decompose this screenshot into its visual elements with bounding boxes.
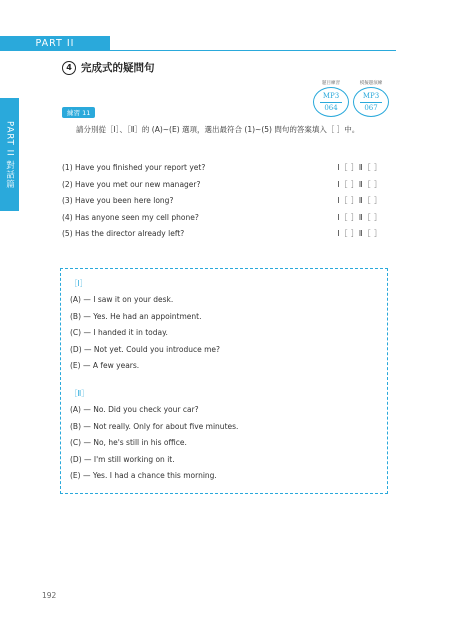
side-tab — [0, 98, 19, 211]
exercise-instructions: 請分別從［Ⅰ］、［Ⅱ］的 (A)~(E) 選項，選出最符合 (1)~(5) 問句的答案填入［ ］中。 — [76, 125, 360, 134]
question-text: (1) Have you finished your report yet? — [62, 163, 206, 172]
answer-blanks[interactable]: Ⅰ［ ］Ⅱ［ ］ — [337, 196, 382, 206]
option-item: (D) — Not yet. Could you introduce me? — [70, 344, 220, 354]
mp3-text: MP3 — [322, 92, 340, 101]
option-item: (A) — No. Did you check your car? — [70, 405, 199, 414]
option-group-title: ［Ⅱ］ — [70, 389, 89, 398]
question-text: (4) Has anyone seen my cell phone? — [62, 212, 199, 222]
option-item: (B) — Yes. He had an appointment. — [70, 311, 202, 321]
option-item: (D) — I'm still working on it. — [70, 454, 175, 464]
track-number: 067 — [364, 103, 378, 112]
question-text: (2) Have you met our new manager? — [62, 179, 201, 189]
option-group-2 — [70, 388, 238, 485]
audio-badge-label: 題目練習 — [322, 81, 340, 86]
header-rule — [110, 50, 396, 51]
answer-blanks[interactable]: Ⅰ［ ］Ⅱ［ ］ — [337, 229, 382, 239]
option-item: (C) — I handed it in today. — [70, 328, 168, 338]
page-number: 192 — [42, 591, 57, 600]
option-item: (C) — No, he's still in his office. — [70, 438, 187, 448]
exercise-label: 練習 11 — [62, 107, 95, 118]
question-text: (5) Has the director already left? — [62, 229, 185, 239]
question-row — [62, 177, 392, 194]
question-row — [62, 160, 392, 177]
answer-blanks[interactable]: Ⅰ［ ］Ⅱ［ ］ — [337, 179, 382, 189]
section-title: 完成式的疑問句 — [81, 62, 155, 74]
audio-badge-practice[interactable] — [312, 80, 350, 117]
audio-badge-mock[interactable] — [352, 80, 390, 117]
option-item: (A) — I saw it on your desk. — [70, 295, 174, 304]
option-group-1 — [70, 278, 220, 375]
question-list — [62, 160, 392, 243]
option-group-title: ［Ⅰ］ — [70, 279, 88, 288]
track-number: 064 — [324, 103, 338, 112]
option-item: (E) — A few years. — [70, 361, 140, 371]
part-banner: PART II — [0, 36, 110, 51]
mp3-text: MP3 — [362, 92, 380, 101]
option-item: (B) — Not really. Only for about five minutes. — [70, 421, 239, 431]
section-heading — [62, 60, 155, 75]
option-item: (E) — Yes. I had a chance this morning. — [70, 471, 217, 481]
audio-badge-label: 模擬題演練 — [359, 81, 383, 86]
question-row — [62, 193, 392, 210]
mp3-icon — [313, 87, 349, 117]
answer-blanks[interactable]: Ⅰ［ ］Ⅱ［ ］ — [337, 163, 382, 172]
question-row — [62, 210, 392, 227]
side-tab-label: PART II 對話篇 — [4, 120, 15, 189]
question-row — [62, 226, 392, 243]
question-text: (3) Have you been here long? — [62, 196, 174, 206]
answer-blanks[interactable]: Ⅰ［ ］Ⅱ［ ］ — [337, 212, 382, 222]
mp3-icon — [353, 87, 389, 117]
answer-options-box — [60, 268, 388, 494]
section-number: 4 — [62, 61, 76, 75]
